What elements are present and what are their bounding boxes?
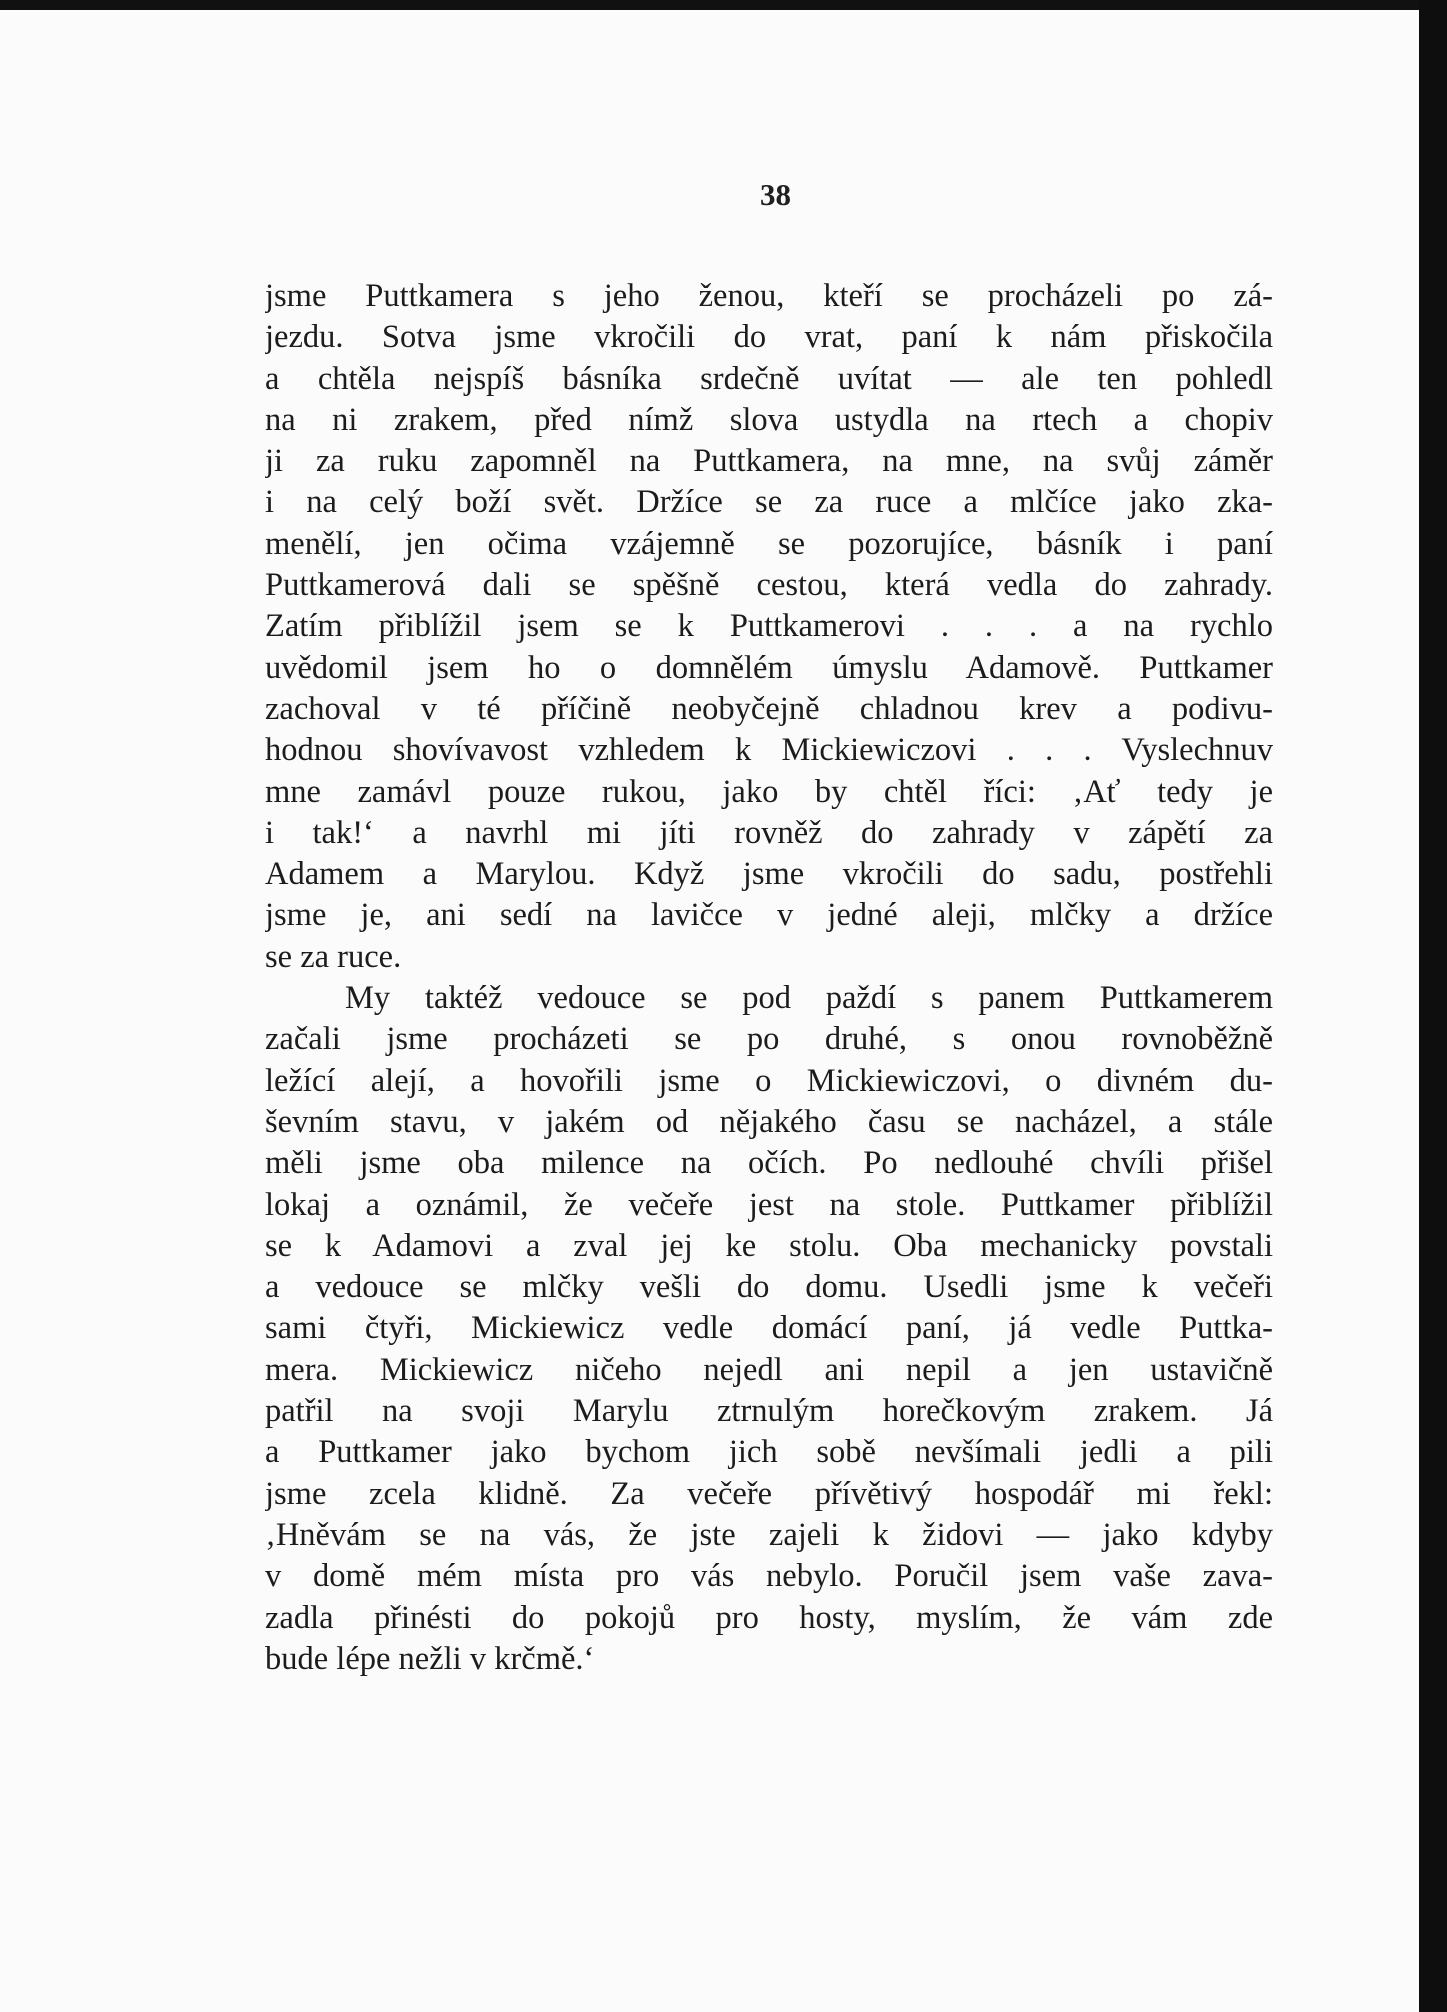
paragraph-1 [265,276,1273,978]
paragraph-2 [265,978,1273,1680]
text-line: na ni zrakem, před nímž slova ustydla na rtech a chopiv [265,401,1273,438]
text-line: ležící alejí, a hovořili jsme o Mickiewiczovi, o divném du- [265,1062,1273,1099]
text-line: v domě mém místa pro vás nebylo. Poručil jsem vaše zava- [265,1558,1273,1595]
text-line: jezdu. Sotva jsme vkročili do vrat, paní k nám přiskočila [265,319,1273,356]
text-line: uvědomil jsem ho o domnělém úmyslu Adamově. Puttkamer [265,649,1273,686]
text-line: měli jsme oba milence na očích. Po nedlouhé chvíli přišel [265,1145,1273,1182]
text-line: a chtěla nejspíš básníka srdečně uvítat — ale ten pohledl [265,360,1273,397]
text-line: sami čtyři, Mickiewicz vedle domácí paní, já vedle Puttka- [265,1310,1273,1347]
text-line: My taktéž vedouce se pod paždí s panem Puttkamerem [345,980,1273,1017]
text-line: patřil na svoji Marylu ztrnulým horečkovým zrakem. Já [265,1393,1273,1430]
text-line: Puttkamerová dali se spěšně cestou, která vedla do zahrady. [265,567,1273,604]
scan-border-right [1419,0,1447,2012]
text-line: Zatím přiblížil jsem se k Puttkamerovi . . . a na rychlo [265,608,1273,645]
text-line: jsme zcela klidně. Za večeře přívětivý hospodář mi řekl: [265,1475,1273,1512]
text-line: zadla přinésti do pokojů pro hosty, myslím, že vám zde [265,1599,1273,1636]
text-line: se za ruce. [265,938,402,975]
text-line: zachoval v té příčině neobyčejně chladnou krev a podivu- [265,690,1273,727]
text-line: ‚Hněvám se na vás, že jste zajeli k židovi — jako kdyby [265,1516,1273,1553]
text-line: ji za ruku zapomněl na Puttkamera, na mne, na svůj záměr [265,443,1273,480]
text-line: jsme je, ani sedí na lavičce v jedné aleji, mlčky a držíce [265,897,1273,934]
text-line: začali jsme procházeti se po druhé, s onou rovnoběžně [265,1021,1273,1058]
text-line: mne zamávl pouze rukou, jako by chtěl říci: ‚Ať tedy je [265,773,1273,810]
text-line: menělí, jen očima vzájemně se pozorujíce, básník i paní [265,525,1273,562]
text-line: i tak!‘ a navrhl mi jíti rovněž do zahrady v zápětí za [265,814,1273,851]
text-line: mera. Mickiewicz ničeho nejedl ani nepil a jen ustavičně [265,1351,1273,1388]
text-line: bude lépe nežli v krčmě.‘ [265,1640,595,1677]
page-number: 38 [760,177,791,212]
text-line: se k Adamovi a zval jej ke stolu. Oba mechanicky povstali [265,1227,1273,1264]
scan-border-top [0,0,1447,10]
text-line: Adamem a Marylou. Když jsme vkročili do sadu, postřehli [265,856,1273,893]
text-line: a Puttkamer jako bychom jich sobě nevšímali jedli a pili [265,1434,1273,1471]
text-line: i na celý boží svět. Držíce se za ruce a mlčíce jako zka- [265,484,1273,521]
text-line: hodnou shovívavost vzhledem k Mickiewiczovi . . . Vyslechnuv [265,732,1273,769]
text-line: ševním stavu, v jakém od nějakého času se nacházel, a stále [265,1103,1273,1140]
body-text [265,276,1273,1680]
text-line: a vedouce se mlčky vešli do domu. Usedli jsme k večeři [265,1269,1273,1306]
text-line: jsme Puttkamera s jeho ženou, kteří se procházeli po zá- [265,278,1273,314]
book-page [0,10,1419,2012]
text-line: lokaj a oznámil, že večeře jest na stole. Puttkamer přiblížil [265,1186,1273,1223]
